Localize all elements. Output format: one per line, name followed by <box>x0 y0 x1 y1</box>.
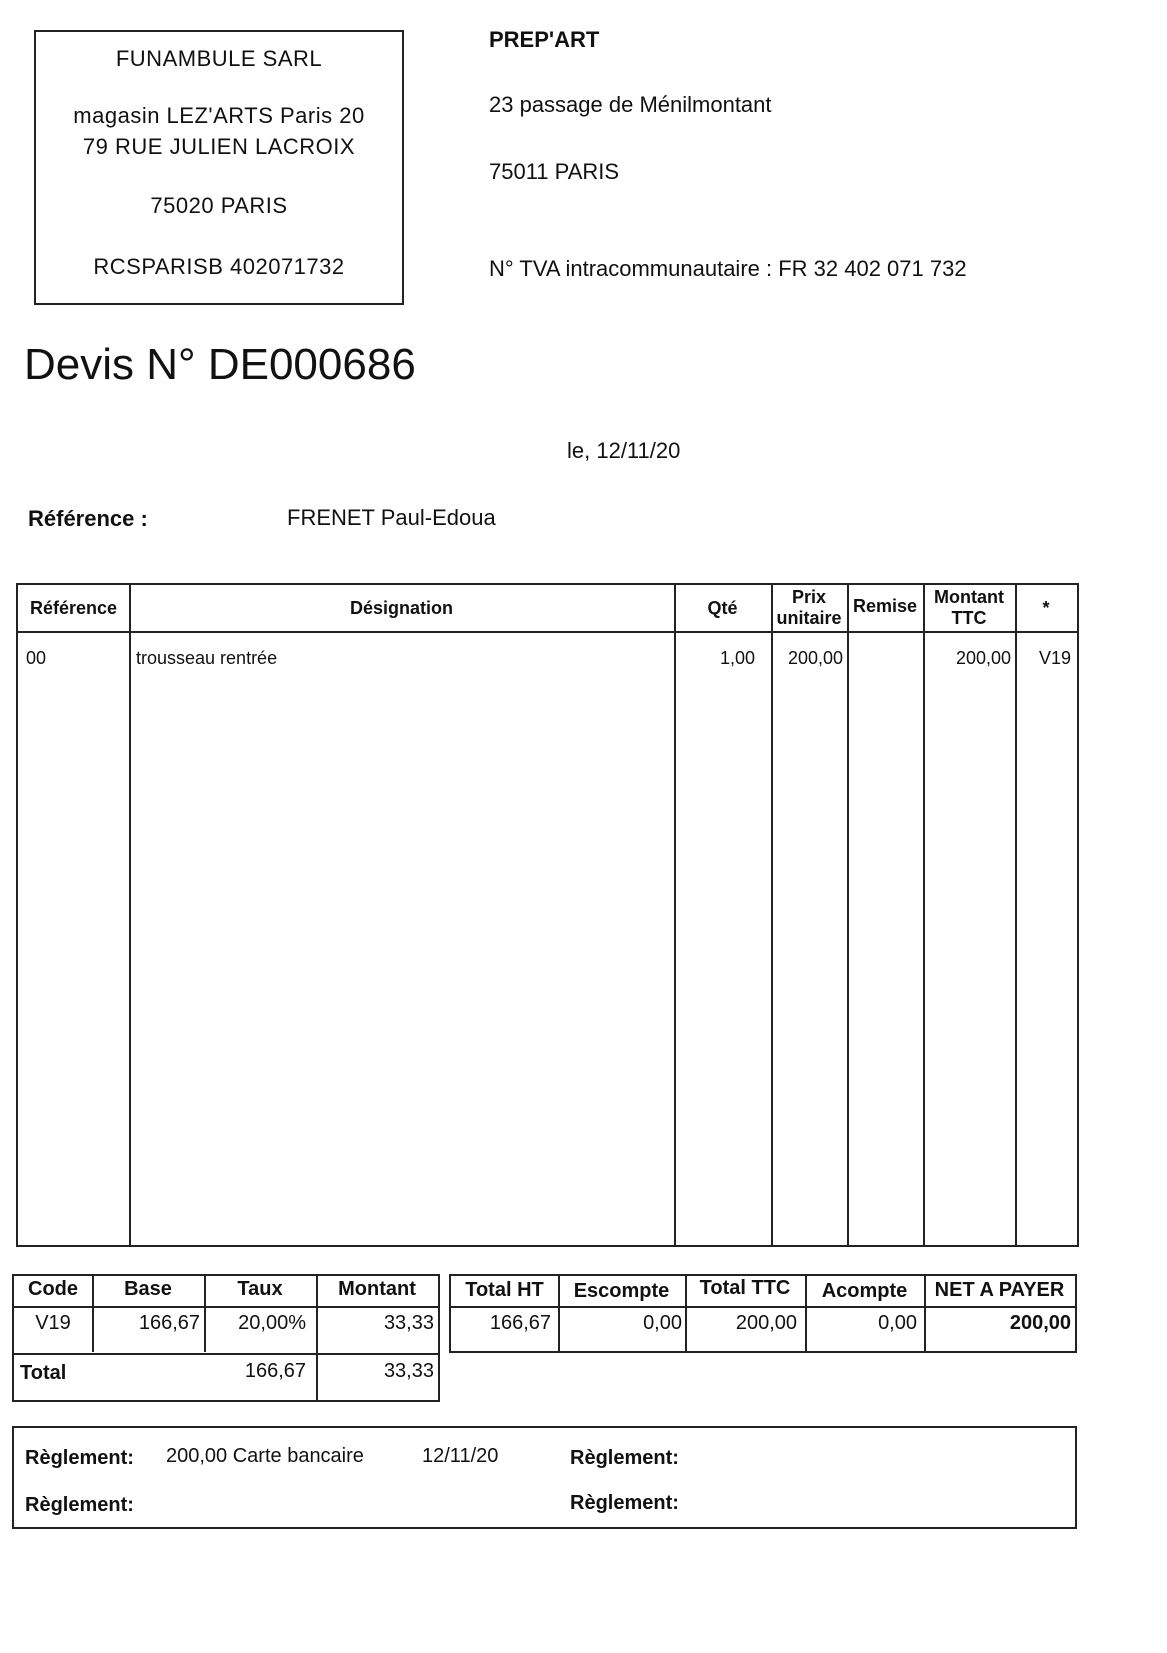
items-table <box>16 583 1079 1247</box>
issuer-box <box>34 30 404 305</box>
reference-value: FRENET Paul-Edoua <box>287 505 496 530</box>
payments-box <box>12 1426 1077 1529</box>
vat-total-amount: 33,33 <box>383 1360 434 1382</box>
vat-amount: 33,33 <box>383 1312 434 1334</box>
vat-header-amount: Montant <box>338 1278 416 1300</box>
issuer-name: FUNAMBULE SARL <box>115 46 323 71</box>
col-divider <box>129 585 131 1245</box>
header-discount: Remise <box>852 596 918 616</box>
totals-net: 200,00 <box>1009 1312 1071 1334</box>
issuer-city: 75020 PARIS <box>150 193 288 218</box>
issuer-rcs: RCSPARISB 402071732 <box>93 254 345 279</box>
col-divider <box>923 585 925 1245</box>
totals-header-discount: Escompte <box>573 1280 670 1302</box>
totals-header-deposit: Acompte <box>821 1280 908 1302</box>
issuer-shop: magasin LEZ'ARTS Paris 20 <box>73 103 365 128</box>
totals-table <box>449 1274 1077 1353</box>
totals-discount: 0,00 <box>643 1312 682 1334</box>
totals-header-net: NET A PAYER <box>934 1279 1065 1301</box>
payment-date-1: 12/11/20 <box>422 1445 499 1467</box>
header-amount-line2: TTC <box>951 608 987 628</box>
client-street: 23 passage de Ménilmontant <box>489 92 772 117</box>
vat-base: 166,67 <box>138 1312 200 1334</box>
vat-table <box>12 1274 440 1402</box>
vat-header-divider <box>14 1306 438 1308</box>
totals-header-ttc: Total TTC <box>699 1277 791 1299</box>
client-city: 75011 PARIS <box>489 159 620 184</box>
client-vat: N° TVA intracommunautaire : FR 32 402 071 732 <box>489 256 967 281</box>
vat-header-code: Code <box>28 1278 78 1300</box>
header-unit-price-line2: unitaire <box>776 608 842 628</box>
payment-label-2: Règlement: <box>570 1447 679 1469</box>
totals-deposit: 0,00 <box>878 1312 917 1334</box>
payment-label-3: Règlement: <box>25 1494 134 1516</box>
row-amount: 200,00 <box>955 648 1011 668</box>
row-qty: 1,00 <box>719 648 755 668</box>
client-name: PREP'ART <box>489 27 600 52</box>
header-amount <box>923 587 1015 629</box>
payment-amount-method-1: 200,00 Carte bancaire <box>166 1445 364 1467</box>
header-unit-price-line1: Prix <box>791 587 827 607</box>
totals-ht: 166,67 <box>489 1312 551 1334</box>
row-vat-code: V19 <box>1038 648 1071 668</box>
vat-row-divider <box>14 1353 438 1355</box>
payment-label-1: Règlement: <box>25 1447 134 1469</box>
col-divider <box>771 585 773 1245</box>
header-vat-code: * <box>1042 598 1050 618</box>
totals-header-ht: Total HT <box>465 1279 544 1301</box>
row-unit-price: 200,00 <box>787 648 843 668</box>
vat-rate: 20,00% <box>238 1312 306 1334</box>
vat-total-base: 166,67 <box>244 1360 306 1382</box>
header-unit-price <box>771 587 847 629</box>
header-designation: Désignation <box>349 598 453 618</box>
items-header-divider <box>18 631 1077 633</box>
col-divider <box>1015 585 1017 1245</box>
col-divider <box>847 585 849 1245</box>
header-qty: Qté <box>707 598 738 618</box>
document-date: le, 12/11/20 <box>567 438 681 463</box>
vat-header-rate: Taux <box>237 1278 283 1300</box>
vat-code: V19 <box>35 1312 71 1334</box>
header-reference: Référence <box>29 598 118 618</box>
payment-label-4: Règlement: <box>570 1492 679 1514</box>
totals-ttc: 200,00 <box>735 1312 797 1334</box>
vat-header-base: Base <box>124 1278 172 1300</box>
totals-header-divider <box>451 1306 1075 1308</box>
row-reference: 00 <box>26 648 47 668</box>
issuer-street: 79 RUE JULIEN LACROIX <box>82 134 356 159</box>
header-amount-line1: Montant <box>934 587 1004 607</box>
vat-total-label: Total <box>20 1362 67 1384</box>
document-title: Devis N° DE000686 <box>24 340 416 389</box>
col-divider <box>674 585 676 1245</box>
reference-label: Référence : <box>28 506 148 531</box>
row-designation: trousseau rentrée <box>136 648 278 668</box>
